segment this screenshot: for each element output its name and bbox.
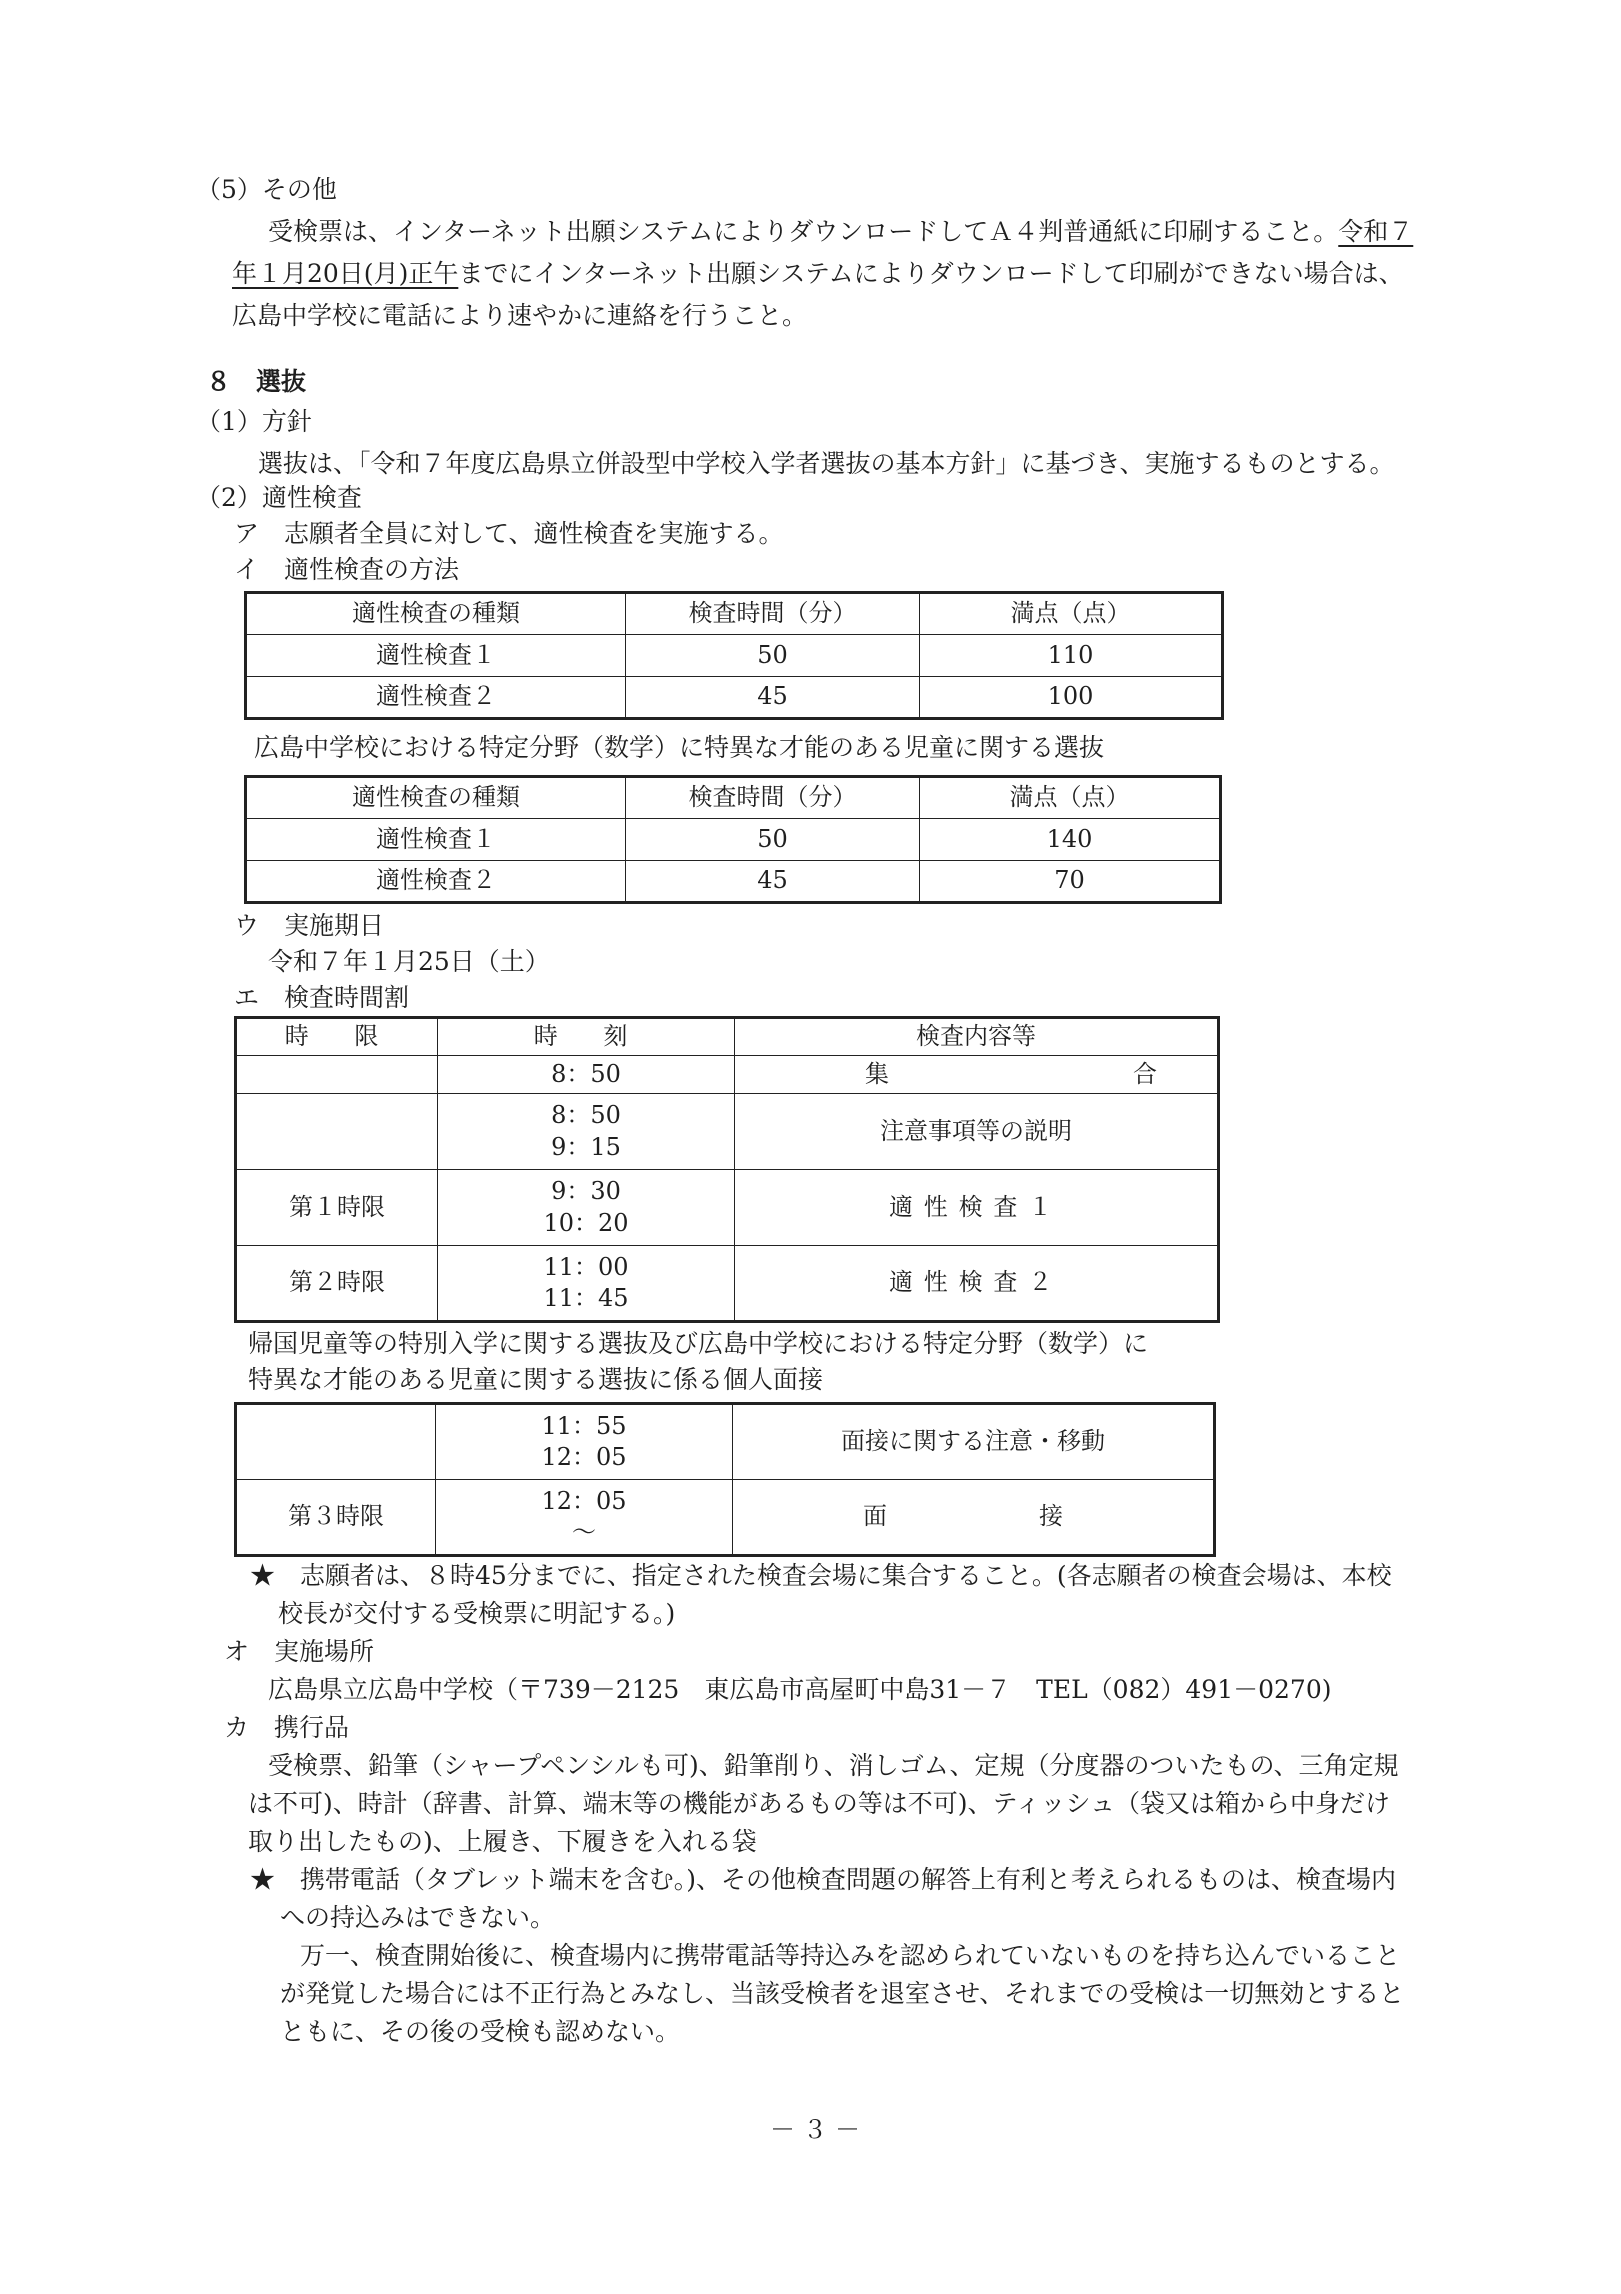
t2-r1-score: 140	[920, 819, 1221, 861]
t3-header-period: 時 限	[236, 1018, 438, 1056]
t3-r3-t2: 10：20	[543, 1208, 629, 1237]
t3-r2-period	[236, 1094, 438, 1170]
assembly-note-line-1: ★ 志願者は、８時45分までに、指定された検査会場に集合すること。(各志願者の検査会場は、本校	[250, 1561, 1392, 1590]
s5-text-a: 受検票は、インターネット出願システムによりダウンロードしてＡ４判普通紙に印刷すること。	[268, 217, 1339, 246]
item-i: イ 適性検査の方法	[234, 555, 460, 584]
t2-r1-type: 適性検査１	[246, 819, 626, 861]
t3-r3-t1: 9：30	[551, 1177, 621, 1206]
phone-note-line-4: が発覚した場合には不正行為とみなし、当該受検者を退室させ、それまでの受検は一切無効とすると	[280, 1979, 1405, 2008]
t3-r1-content	[735, 1056, 1219, 1094]
section-8-heading: ８ 選抜	[206, 367, 307, 396]
t1-r1-time: 50	[626, 635, 920, 677]
section-8-1-heading: （1）方針	[196, 407, 312, 436]
t3-r4-t2: 11：45	[543, 1284, 629, 1312]
items-line-1: 受検票、鉛筆（シャープペンシルも可)、鉛筆削り、消しゴム、定規（分度器のついたもの、三角定規	[268, 1751, 1399, 1780]
t3-r1-t1: 8：50	[551, 1059, 621, 1088]
s5-text-b: までにインターネット出願システムによりダウンロードして印刷ができない場合は、	[458, 259, 1404, 288]
t3-r1-content-a: 集	[865, 1059, 889, 1088]
t1-header-type: 適性検査の種類	[246, 593, 626, 635]
phone-note-line-3: 万一、検査開始後に、検査場内に携帯電話等持込みを認められていないものを持ち込んでいること	[300, 1941, 1401, 1970]
t4-r2-t1: 12：05	[541, 1486, 627, 1515]
venue-address: 広島県立広島中学校（〒739－2125 東広島市高屋町中島31－７ TEL（082）491－0270)	[268, 1675, 1332, 1704]
t1-header-score: 満点（点）	[920, 593, 1223, 635]
phone-note-line-2: への持込みはできない。	[280, 1903, 556, 1932]
t4-r1-period	[236, 1404, 436, 1480]
phone-note-line-5: ともに、その後の受検も認めない。	[280, 2017, 681, 2046]
t3-r4-content: 適性検査２	[735, 1246, 1219, 1322]
s5-underline-2: 年１月20日(月)正午	[232, 259, 459, 288]
t4-r2-period: 第３時限	[236, 1480, 436, 1556]
t3-r2-content: 注意事項等の説明	[735, 1094, 1219, 1170]
t3-r4-time	[438, 1246, 735, 1322]
t3-r3-period: 第１時限	[236, 1170, 438, 1246]
t3-r4-t1: 11：00	[543, 1252, 629, 1281]
t3-r1-period	[236, 1056, 438, 1094]
t4-r2-content	[733, 1480, 1215, 1556]
t4-r1-time	[436, 1404, 733, 1480]
t2-header-time: 検査時間（分）	[626, 777, 920, 819]
t4-r2-content-b: 接	[1039, 1502, 1063, 1531]
phone-note-line-1: ★ 携帯電話（タブレット端末を含む。)、その他検査問題の解答上有利と考えられるものは、検査場内	[250, 1865, 1397, 1894]
special-selection-caption: 広島中学校における特定分野（数学）に特異な才能のある児童に関する選抜	[254, 733, 1105, 762]
t3-header-content: 検査内容等	[735, 1018, 1219, 1056]
t3-header-time: 時 刻	[438, 1018, 735, 1056]
interview-caption-1: 帰国児童等の特別入学に関する選抜及び広島中学校における特定分野（数学）に	[248, 1329, 1149, 1358]
t3-r2-t1: 8：50	[551, 1101, 621, 1130]
items-line-3: 取り出したもの)、上履き、下履きを入れる袋	[248, 1827, 757, 1856]
t3-r1-content-b: 合	[1133, 1059, 1157, 1088]
item-u: ウ 実施期日	[234, 911, 385, 940]
t2-r1-time: 50	[626, 819, 920, 861]
item-o: オ 実施場所	[224, 1637, 375, 1666]
t3-r3-content: 適性検査１	[735, 1170, 1219, 1246]
t3-r1-time	[438, 1056, 735, 1094]
t1-r2-time: 45	[626, 677, 920, 719]
t1-r1-score: 110	[920, 635, 1223, 677]
section-5-heading: （5）その他	[196, 175, 337, 204]
t2-header-type: 適性検査の種類	[246, 777, 626, 819]
t1-r2-type: 適性検査２	[246, 677, 626, 719]
item-e: エ 検査時間割	[234, 983, 410, 1012]
t1-r2-score: 100	[920, 677, 1223, 719]
t2-r2-type: 適性検査２	[246, 861, 626, 903]
item-ka: カ 携行品	[224, 1713, 350, 1742]
aptitude-table-2	[244, 775, 1222, 904]
section-5-line-1	[268, 214, 1413, 249]
schedule-table	[234, 1016, 1220, 1323]
t2-r2-time: 45	[626, 861, 920, 903]
t4-r2-t2: ～	[572, 1518, 596, 1546]
t4-r1-content: 面接に関する注意・移動	[733, 1404, 1215, 1480]
t2-header-score: 満点（点）	[920, 777, 1221, 819]
t3-r2-t2: 9：15	[551, 1132, 621, 1161]
aptitude-table-1	[244, 591, 1224, 720]
t3-r3-time	[438, 1170, 735, 1246]
section-8-1-text: 選抜は、「令和７年度広島県立併設型中学校入学者選抜の基本方針」に基づき、実施するものとする。	[258, 449, 1395, 478]
assembly-note-line-2: 校長が交付する受検票に明記する。)	[278, 1599, 676, 1628]
section-5-line-3: 広島中学校に電話により速やかに連絡を行うこと。	[232, 301, 808, 330]
interview-table	[234, 1402, 1216, 1557]
section-8-2-heading: （2）適性検査	[196, 483, 362, 512]
item-a: ア 志願者全員に対して、適性検査を実施する。	[234, 519, 784, 548]
t1-r1-type: 適性検査１	[246, 635, 626, 677]
section-5-line-2	[232, 256, 1404, 291]
t2-r2-score: 70	[920, 861, 1221, 903]
page-number: －３－	[770, 2115, 868, 2144]
t1-header-time: 検査時間（分）	[626, 593, 920, 635]
t4-r1-t2: 12：05	[541, 1443, 627, 1471]
implementation-date: 令和７年１月25日（土）	[268, 947, 550, 976]
t3-r4-period: 第２時限	[236, 1246, 438, 1322]
t4-r2-time	[436, 1480, 733, 1556]
interview-caption-2: 特異な才能のある児童に関する選抜に係る個人面接	[248, 1365, 824, 1394]
t4-r2-content-a: 面	[863, 1502, 887, 1531]
t3-r2-time	[438, 1094, 735, 1170]
items-line-2: は不可)、時計（辞書、計算、端末等の機能があるもの等は不可)、ティッシュ（袋又は箱から中身だけ	[248, 1789, 1391, 1818]
t4-r1-t1: 11：55	[541, 1411, 627, 1440]
s5-underline-1: 令和７	[1338, 217, 1414, 246]
